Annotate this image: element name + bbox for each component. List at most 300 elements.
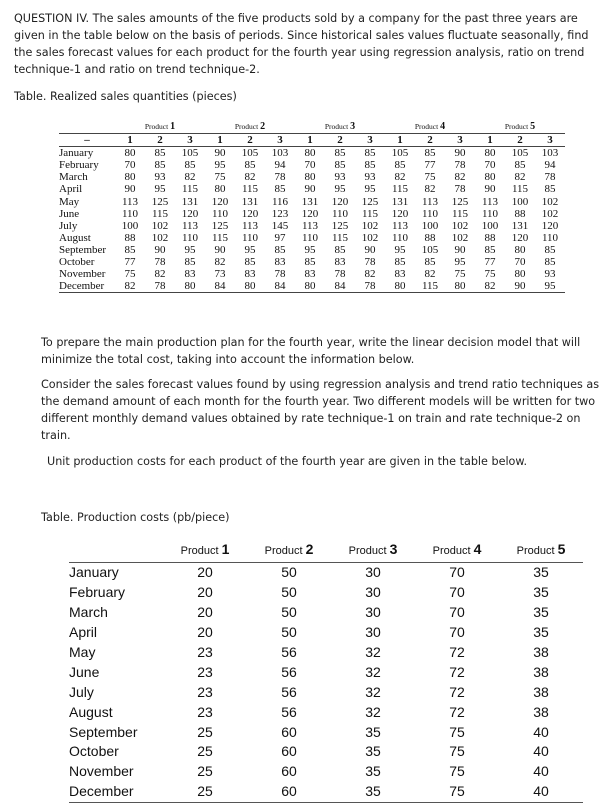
sales-cell: 82: [214, 255, 226, 268]
sales-cell: 115: [211, 231, 229, 244]
cost-cell: 30: [365, 584, 381, 601]
cost-cell: 20: [197, 564, 213, 581]
cost-cell: 70: [449, 584, 465, 601]
product-label: Product: [414, 122, 441, 131]
table-row: [59, 280, 565, 293]
sales-cell: 80: [124, 171, 136, 184]
cost-cell: 30: [365, 624, 381, 641]
sales-cell: 95: [154, 183, 166, 196]
cost-cell: 35: [365, 723, 381, 740]
product-header: [205, 121, 295, 134]
sales-cell: 102: [451, 219, 469, 232]
sales-cell: 85: [124, 243, 136, 256]
sales-cell: 100: [511, 195, 529, 208]
table-row: [59, 183, 565, 195]
cost-cell: 20: [197, 624, 213, 641]
sales-cell: 120: [541, 219, 559, 232]
sales-cell: 80: [385, 280, 415, 293]
sales-cell: 90: [154, 243, 166, 256]
cost-cell: 25: [163, 782, 247, 802]
table-row: [69, 722, 583, 742]
sales-cell: 93: [544, 268, 556, 281]
year-header: 2: [235, 134, 265, 147]
sales-cell: 85: [364, 147, 376, 160]
sales-cell: 110: [211, 207, 229, 220]
sales-cell: 110: [391, 231, 409, 244]
table-row: [69, 682, 583, 702]
sales-cell: 105: [421, 243, 439, 256]
table-row: [69, 583, 583, 603]
table-row: [69, 643, 583, 663]
sales-cell: 85: [544, 183, 556, 196]
product-header-row: [69, 538, 583, 563]
year-header: 1: [475, 134, 505, 147]
product-header: [331, 538, 415, 563]
sales-cell: 105: [241, 147, 259, 160]
sales-cell: 120: [241, 207, 259, 220]
year-header-row: [59, 134, 565, 147]
cost-cell: 72: [449, 683, 465, 700]
table-row: [59, 147, 565, 160]
sales-cell: 102: [361, 219, 379, 232]
product-header-row: [59, 121, 565, 134]
table-row: [69, 662, 583, 682]
product-label: Product: [432, 544, 474, 557]
cost-cell: 38: [533, 663, 549, 680]
cost-cell: 23: [197, 703, 213, 720]
cost-cell: 23: [197, 644, 213, 660]
sales-cell: 84: [265, 280, 295, 293]
product-label: Product: [324, 122, 351, 131]
sales-cell: 105: [391, 147, 409, 160]
table-row: [69, 623, 583, 643]
sales-cell: 90: [505, 280, 535, 293]
sales-cell: 70: [484, 159, 496, 172]
sales-cell: 113: [121, 195, 139, 208]
month-label: December: [59, 280, 115, 293]
sales-cell: 90: [454, 243, 466, 256]
sales-cell: 80: [484, 171, 496, 184]
product-number: 3: [389, 540, 398, 557]
sales-cell: 93: [334, 171, 346, 184]
product-number: 1: [221, 540, 230, 557]
cost-cell: 60: [247, 782, 331, 802]
sales-cell: 90: [484, 183, 496, 196]
month-label: February: [59, 159, 99, 172]
sales-cell: 83: [274, 255, 286, 268]
sales-cell: 100: [121, 219, 139, 232]
year-header: 2: [145, 134, 175, 147]
sales-cell: 125: [361, 195, 379, 208]
sales-cell: 80: [295, 280, 325, 293]
year-header: 2: [505, 134, 535, 147]
cost-cell: 60: [281, 763, 297, 780]
sales-cell: 95: [535, 280, 565, 293]
product-header: [475, 121, 565, 134]
corner-cell: [69, 538, 163, 563]
cost-cell: 50: [281, 584, 297, 601]
sales-cell: 83: [304, 268, 316, 281]
sales-cell: 85: [244, 255, 256, 268]
cost-cell: 40: [533, 763, 549, 780]
cost-cell: 70: [449, 604, 465, 621]
sales-cell: 85: [424, 255, 436, 268]
cost-cell: 56: [281, 644, 297, 660]
sales-cell: 115: [361, 207, 379, 220]
sales-cell: 115: [181, 183, 199, 196]
sales-cell: 125: [331, 219, 349, 232]
sales-table: [59, 121, 565, 293]
sales-cell: 131: [301, 195, 319, 208]
product-number: 1: [170, 121, 176, 132]
sales-cell: 94: [544, 159, 556, 172]
sales-cell: 100: [481, 219, 499, 232]
sales-cell: 78: [274, 171, 286, 184]
sales-cell: 95: [244, 243, 256, 256]
sales-cell: 103: [541, 147, 559, 160]
sales-cell: 115: [331, 231, 349, 244]
sales-cell: 120: [391, 207, 409, 220]
sales-cell: 82: [364, 268, 376, 281]
sales-cell: 95: [454, 255, 466, 268]
cost-cell: 30: [365, 564, 381, 581]
cost-cell: 35: [365, 763, 381, 780]
sales-cell: 82: [454, 171, 466, 184]
sales-cell: 94: [274, 159, 286, 172]
table-row: [69, 603, 583, 623]
sales-cell: 115: [151, 207, 169, 220]
cost-cell: 70: [449, 624, 465, 641]
cost-cell: 35: [331, 782, 415, 802]
sales-cell: 120: [331, 195, 349, 208]
costs-table-caption: Table. Production costs (pb/piece): [41, 511, 230, 524]
sales-cell: 88: [514, 207, 526, 220]
table-row: [59, 159, 565, 171]
sales-cell: 93: [364, 171, 376, 184]
cost-cell: 32: [365, 683, 381, 700]
cost-cell: 50: [281, 564, 297, 581]
table-row: [59, 268, 565, 280]
sales-cell: 95: [214, 159, 226, 172]
sales-cell: 102: [541, 207, 559, 220]
corner-cell: [59, 121, 115, 134]
cost-cell: 72: [449, 644, 465, 660]
cost-cell: 38: [533, 683, 549, 700]
sales-cell: 120: [511, 231, 529, 244]
sales-cell: 80: [175, 280, 205, 293]
sales-cell: 78: [544, 171, 556, 184]
cost-cell: 38: [533, 703, 549, 720]
sales-cell: 90: [304, 183, 316, 196]
cost-cell: 50: [281, 604, 297, 621]
sales-cell: 80: [514, 268, 526, 281]
year-header: 2: [325, 134, 355, 147]
sales-cell: 75: [454, 268, 466, 281]
cost-cell: 25: [197, 723, 213, 740]
table-row: [59, 195, 565, 207]
product-header: [385, 121, 475, 134]
sales-cell: 110: [331, 207, 349, 220]
month-label: May: [69, 644, 96, 660]
sales-cell: 95: [334, 183, 346, 196]
sales-cell: 78: [274, 268, 286, 281]
sales-cell: 113: [181, 219, 199, 232]
cost-cell: 25: [197, 743, 213, 760]
product-number: 5: [557, 540, 566, 557]
year-header: 3: [265, 134, 295, 147]
product-header: [499, 538, 583, 563]
sales-cell: 113: [481, 195, 499, 208]
sales-cell: 78: [334, 268, 346, 281]
sales-cell: 80: [304, 171, 316, 184]
sales-cell: 85: [544, 255, 556, 268]
year-header: 1: [205, 134, 235, 147]
sales-cell: 115: [511, 183, 529, 196]
sales-cell: 77: [124, 255, 136, 268]
sales-cell: 85: [184, 159, 196, 172]
sales-cell: 102: [541, 195, 559, 208]
sales-cell: 82: [184, 171, 196, 184]
month-label: April: [59, 183, 83, 196]
month-label: September: [69, 723, 138, 740]
sales-cell: 85: [394, 255, 406, 268]
table-row: [69, 782, 583, 802]
sales-cell: 80: [514, 243, 526, 256]
cost-cell: 56: [281, 683, 297, 700]
sales-cell: 90: [364, 243, 376, 256]
cost-cell: 32: [365, 644, 381, 660]
sales-cell: 88: [484, 231, 496, 244]
sales-cell: 95: [394, 243, 406, 256]
month-label: February: [69, 584, 126, 601]
sales-cell: 115: [451, 207, 469, 220]
cost-cell: 56: [281, 663, 297, 680]
corner-mark: –: [59, 134, 115, 147]
sales-cell: 80: [235, 280, 265, 293]
month-label: December: [69, 782, 163, 802]
sales-cell: 85: [364, 159, 376, 172]
sales-cell: 90: [454, 147, 466, 160]
product-label: Product: [348, 544, 390, 557]
product-label: Product: [504, 122, 531, 131]
sales-cell: 88: [124, 231, 136, 244]
sales-cell: 97: [274, 231, 286, 244]
product-header: [295, 121, 385, 134]
sales-cell: 90: [214, 147, 226, 160]
cost-cell: 38: [533, 644, 549, 660]
cost-cell: 20: [197, 604, 213, 621]
sales-cell: 100: [421, 219, 439, 232]
table-row: [59, 256, 565, 268]
sales-cell: 110: [181, 231, 199, 244]
sales-cell: 78: [364, 255, 376, 268]
sales-cell: 75: [424, 171, 436, 184]
table-row: [59, 208, 565, 220]
month-label: September: [59, 243, 107, 256]
sales-cell: 85: [334, 147, 346, 160]
sales-cell: 80: [304, 147, 316, 160]
sales-cell: 113: [241, 219, 259, 232]
cost-cell: 75: [449, 723, 465, 740]
sales-cell: 75: [484, 268, 496, 281]
product-number: 3: [350, 121, 356, 132]
sales-cell: 110: [241, 231, 259, 244]
month-label: November: [69, 763, 134, 780]
cost-cell: 35: [533, 584, 549, 601]
sales-cell: 75: [214, 171, 226, 184]
sales-cell: 82: [115, 280, 145, 293]
sales-cell: 110: [121, 207, 139, 220]
cost-cell: 72: [449, 703, 465, 720]
product-label: Product: [234, 122, 261, 131]
sales-cell: 77: [484, 255, 496, 268]
sales-cell: 102: [151, 219, 169, 232]
sales-cell: 125: [151, 195, 169, 208]
cost-cell: 30: [365, 604, 381, 621]
sales-cell: 85: [514, 159, 526, 172]
sales-cell: 85: [274, 183, 286, 196]
product-header: [247, 538, 331, 563]
table-row: [59, 244, 565, 256]
sales-cell: 70: [304, 159, 316, 172]
product-label: Product: [516, 544, 558, 557]
sales-cell: 82: [424, 268, 436, 281]
costs-table: [69, 538, 583, 803]
year-header: 3: [445, 134, 475, 147]
sales-cell: 95: [364, 183, 376, 196]
sales-cell: 125: [451, 195, 469, 208]
sales-cell: 85: [274, 243, 286, 256]
sales-cell: 115: [415, 280, 445, 293]
sales-table-caption: Table. Realized sales quantities (pieces): [14, 90, 237, 103]
month-label: March: [59, 171, 88, 184]
sales-cell: 113: [391, 219, 409, 232]
cost-cell: 40: [533, 743, 549, 760]
month-label: June: [59, 207, 80, 220]
sales-cell: 85: [304, 255, 316, 268]
sales-cell: 120: [301, 207, 319, 220]
cost-cell: 60: [281, 723, 297, 740]
month-label: July: [59, 219, 78, 232]
sales-cell: 131: [511, 219, 529, 232]
sales-cell: 95: [184, 243, 196, 256]
product-label: Product: [264, 544, 306, 557]
sales-cell: 113: [421, 195, 439, 208]
cost-cell: 60: [281, 743, 297, 760]
sales-cell: 80: [484, 147, 496, 160]
cost-cell: 56: [281, 703, 297, 720]
cost-cell: 72: [449, 663, 465, 680]
cost-cell: 35: [533, 564, 549, 581]
sales-cell: 83: [394, 268, 406, 281]
cost-cell: 70: [449, 564, 465, 581]
sales-cell: 95: [304, 243, 316, 256]
sales-cell: 82: [475, 280, 505, 293]
product-number: 4: [473, 540, 482, 557]
month-label: March: [69, 604, 108, 621]
sales-cell: 78: [154, 255, 166, 268]
table-row: [69, 702, 583, 722]
month-label: May: [59, 195, 80, 208]
sales-cell: 83: [184, 268, 196, 281]
year-header: 1: [385, 134, 415, 147]
sales-cell: 80: [445, 280, 475, 293]
sales-cell: 125: [211, 219, 229, 232]
sales-cell: 83: [334, 255, 346, 268]
table-row: [69, 742, 583, 762]
production-plan-paragraph: To prepare the main production plan for the fourth year, write the linear decision model that will minimize the total cost, taking into account the information below.: [41, 336, 581, 366]
sales-cell: 75: [124, 268, 136, 281]
cost-cell: 75: [449, 763, 465, 780]
demand-paragraph: Consider the sales forecast values found by using regression analysis and trend ratio techniques as the demand amount of each month for the fourth year. Two different models will be written for two different monthly demand values obtained by rate technique-1 on train and rate technique-2 on train.: [41, 378, 600, 442]
product-label: Product: [180, 544, 222, 557]
sales-cell: 102: [151, 231, 169, 244]
sales-cell: 115: [391, 183, 409, 196]
sales-cell: 102: [451, 231, 469, 244]
year-header: 3: [355, 134, 385, 147]
sales-cell: 105: [181, 147, 199, 160]
sales-cell: 105: [511, 147, 529, 160]
year-header: 1: [295, 134, 325, 147]
product-header: [163, 538, 247, 563]
product-header: [415, 538, 499, 563]
sales-cell: 145: [271, 219, 289, 232]
cost-cell: 23: [197, 683, 213, 700]
sales-cell: 77: [424, 159, 436, 172]
sales-cell: 85: [244, 159, 256, 172]
unit-cost-paragraph: Unit production costs for each product of the fourth year are given in the table below.: [47, 455, 528, 468]
sales-cell: 93: [154, 171, 166, 184]
sales-cell: 85: [154, 147, 166, 160]
sales-cell: 82: [424, 183, 436, 196]
sales-cell: 120: [211, 195, 229, 208]
month-label: April: [69, 624, 98, 641]
sales-cell: 82: [244, 171, 256, 184]
sales-cell: 82: [154, 268, 166, 281]
month-label: July: [69, 683, 94, 700]
sales-cell: 85: [424, 147, 436, 160]
sales-cell: 115: [241, 183, 259, 196]
sales-cell: 82: [394, 171, 406, 184]
sales-cell: 110: [541, 231, 559, 244]
sales-cell: 123: [271, 207, 289, 220]
month-label: October: [69, 743, 119, 760]
cost-cell: 50: [281, 624, 297, 641]
sales-cell: 85: [544, 243, 556, 256]
table-row: [59, 171, 565, 183]
month-label: August: [69, 703, 113, 720]
product-number: 5: [530, 121, 536, 132]
cost-cell: 35: [365, 743, 381, 760]
table-row: [69, 762, 583, 782]
sales-cell: 131: [181, 195, 199, 208]
cost-cell: 75: [449, 743, 465, 760]
month-label: October: [59, 255, 95, 268]
sales-cell: 78: [145, 280, 175, 293]
month-label: January: [59, 147, 94, 160]
year-header: 3: [535, 134, 565, 147]
sales-cell: 103: [271, 147, 289, 160]
cost-cell: 35: [533, 604, 549, 621]
table-row: [69, 563, 583, 583]
sales-cell: 131: [241, 195, 259, 208]
sales-cell: 78: [454, 183, 466, 196]
month-label: November: [59, 268, 106, 281]
sales-cell: 85: [184, 255, 196, 268]
sales-cell: 70: [124, 159, 136, 172]
sales-cell: 110: [301, 231, 319, 244]
sales-cell: 78: [355, 280, 385, 293]
